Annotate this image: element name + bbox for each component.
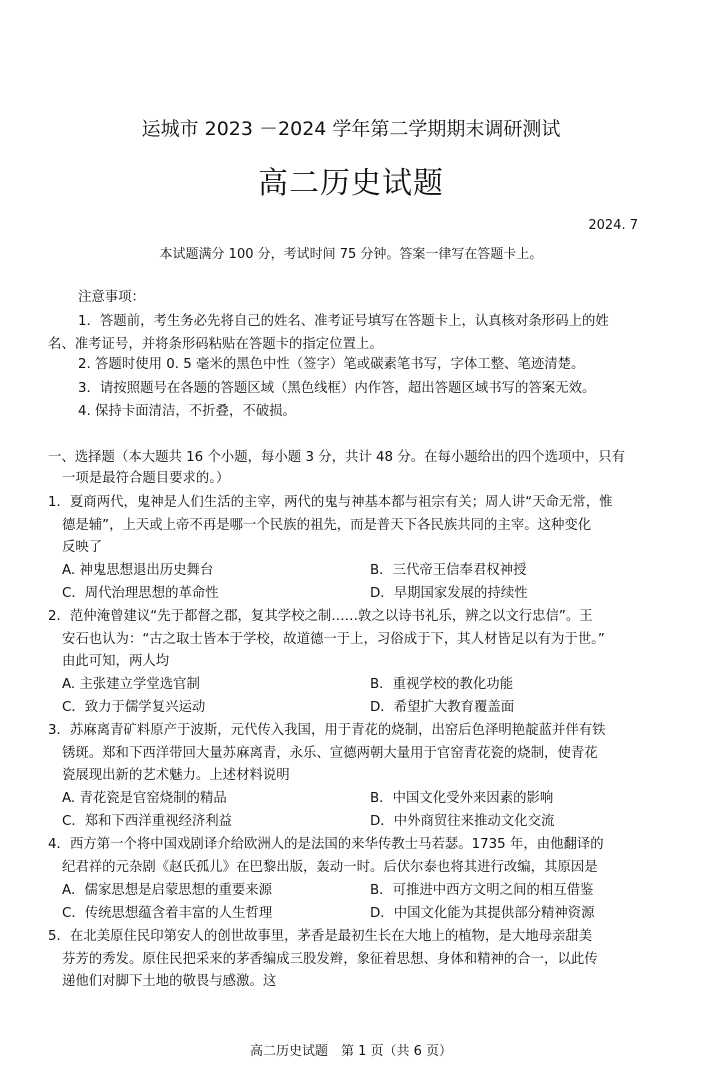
- question-1-stem: 1．夏商两代，鬼神是人们生活的主宰，两代的鬼与神基本都与祖宗有关；周人讲“天命无常，惟: [48, 495, 613, 510]
- question-4-option-d: D．中国文化能为其提供部分精神资源: [370, 906, 595, 921]
- question-5-stem: 芬芳的秀发。原住民把采来的茅香编成三股发辫，象征着思想、身体和精神的合一，以此传: [62, 952, 598, 967]
- question-1-option-a: A. 神鬼思想退出历史舞台: [62, 563, 214, 578]
- question-4-stem: 4．西方第一个将中国戏剧译介给欧洲人的是法国的来华传教士马若瑟。1735 年，由他翻译的: [48, 837, 604, 852]
- question-5-stem: 递他们对脚下土地的敬畏与感激。这: [62, 974, 277, 989]
- notice-item: 1．答题前，考生务必先将自己的姓名、准考证号填写在答题卡上，认真核对条形码上的姓: [78, 314, 609, 329]
- question-2-stem: 2．范仲淹曾建议“先于都督之郡，复其学校之制……敦之以诗书礼乐，辨之以文行忠信”。王: [48, 609, 593, 624]
- question-3-option-d: D．中外商贸往来推动文化交流: [370, 814, 555, 829]
- notice-item: 2. 答题时使用 0. 5 毫米的黑色中性（签字）笔或碳素笔书写，字体工整、笔迹清楚。: [78, 357, 585, 372]
- question-2-option-c: C．致力于儒学复兴运动: [62, 700, 206, 715]
- question-2-option-b: B．重视学校的教化功能: [370, 677, 514, 692]
- exam-title: 运城市 2023 －2024 学年第二学期期末调研测试: [141, 118, 561, 140]
- question-1-stem: 德是辅”，上天或上帝不再是哪一个民族的祖先，而是普天下各民族共同的主宰。这种变化: [62, 518, 592, 533]
- question-3-option-b: B．中国文化受外来因素的影响: [370, 791, 554, 806]
- subject-title: 高二历史试题: [258, 166, 444, 201]
- question-1-option-c: C．周代治理思想的革命性: [62, 586, 219, 601]
- question-3-stem: 锈斑。郑和下西洋带回大量苏麻离青，永乐、宣德两朝大量用于官窑青花瓷的烧制，使青花: [62, 746, 598, 761]
- notice-heading: 注意事项：: [78, 290, 145, 305]
- question-2-stem: 由此可知，两人均: [62, 654, 170, 669]
- question-4-option-b: B．可推进中西方文明之间的相互借鉴: [370, 883, 594, 898]
- question-5-stem: 5．在北美原住民印第安人的创世故事里，茅香是最初生长在大地上的植物，是大地母亲甜美: [48, 929, 593, 944]
- notice-item: 4. 保持卡面清洁，不折叠，不破损。: [78, 404, 296, 419]
- question-2-stem: 安石也认为：“古之取士皆本于学校，故道德一于上，习俗成于下，其人材皆足以有为于世。”: [62, 632, 605, 647]
- question-4-stem: 纪君祥的元杂剧《赵氏孤儿》在巴黎出版，轰动一时。后伏尔泰也将其进行改编，其原因是: [62, 860, 598, 875]
- section-heading: 一项是最符合题目要求的。）: [62, 471, 230, 486]
- question-4-option-c: C．传统思想蕴含着丰富的人生哲理: [62, 906, 273, 921]
- question-3-stem: 瓷展现出新的艺术魅力。上述材料说明: [62, 768, 290, 783]
- question-1-option-d: D．早期国家发展的持续性: [370, 586, 528, 601]
- notice-item: 3．请按照题号在各题的答题区域（黑色线框）内作答，超出答题区域书写的答案无效。: [78, 381, 596, 396]
- question-3-option-c: C．郑和下西洋重视经济利益: [62, 814, 233, 829]
- question-4-option-a: A．儒家思想是启蒙思想的重要来源: [62, 883, 273, 898]
- question-2-option-a: A. 主张建立学堂选官制: [62, 677, 200, 692]
- question-3-option-a: A. 青花瓷是官窑烧制的精品: [62, 791, 227, 806]
- exam-date: 2024. 7: [588, 218, 638, 233]
- question-3-stem: 3．苏麻离青矿料原产于波斯，元代传入我国，用于青花的烧制，出窑后色泽明艳靛蓝并伴有铁: [48, 723, 606, 738]
- question-1-stem: 反映了: [62, 540, 103, 555]
- question-1-option-b: B．三代帝王信奉君权神授: [370, 563, 527, 578]
- page-footer: 高二历史试题 第 1 页（共 6 页）: [249, 1044, 453, 1059]
- question-2-option-d: D．希望扩大教育覆盖面: [370, 700, 515, 715]
- section-heading: 一、选择题（本大题共 16 个小题，每小题 3 分，共计 48 分。在每小题给出的四个选项中，只有: [48, 450, 625, 465]
- notice-item: 名、准考证号，并将条形码粘贴在答题卡的指定位置上。: [48, 337, 383, 352]
- exam-intro: 本试题满分 100 分，考试时间 75 分钟。答案一律写在答题卡上。: [159, 247, 543, 262]
